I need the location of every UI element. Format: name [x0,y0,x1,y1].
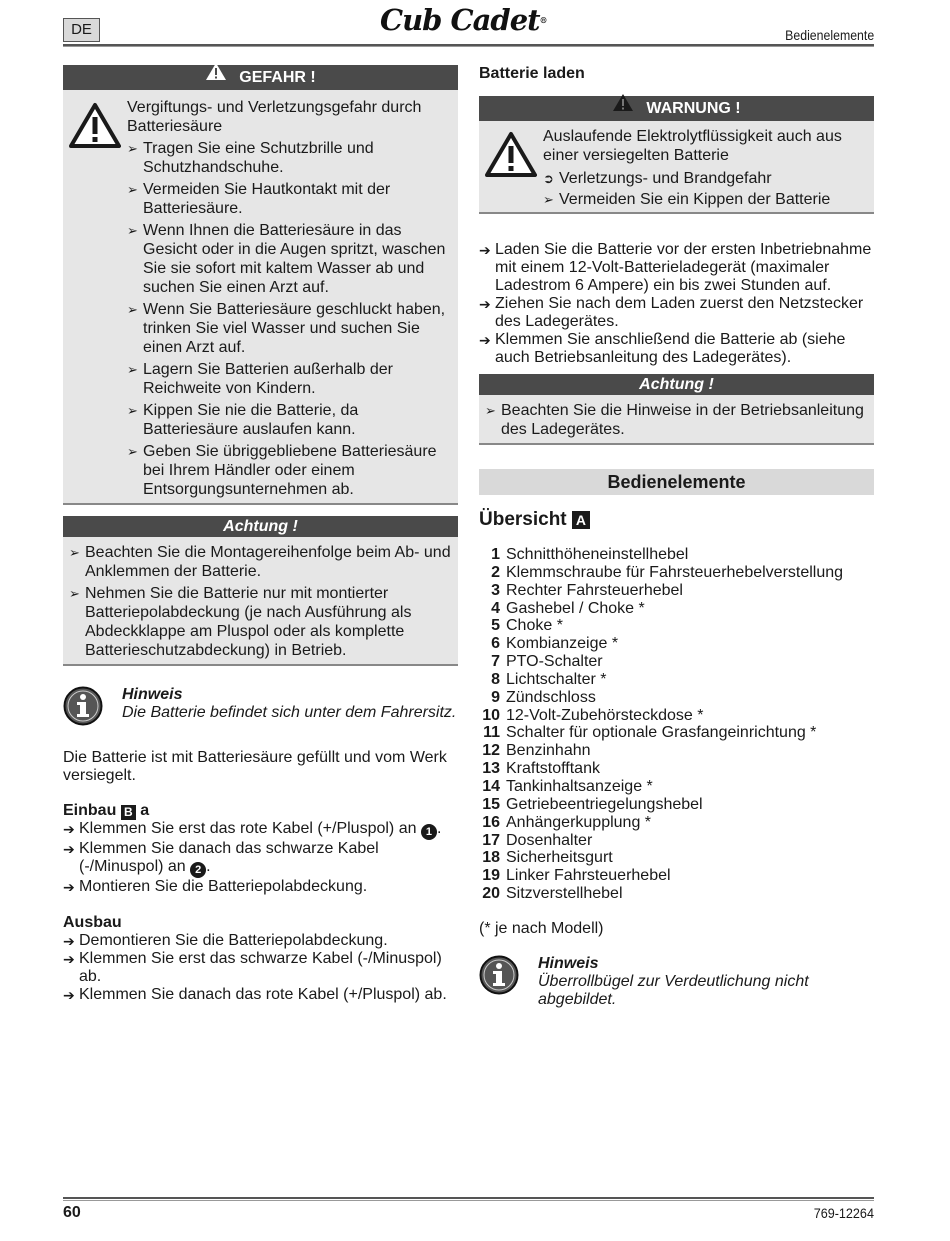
control-number: 17 [482,831,500,849]
control-number: 9 [491,688,500,706]
charge-caution-title: Achtung ! [479,374,874,395]
control-list-item [479,885,874,903]
brand-logo [380,2,560,38]
charge-caution-box [479,374,874,445]
control-list-item [479,814,874,832]
warning-box-header [479,96,874,121]
control-label: Zündschloss [506,688,596,706]
warning-box-body [479,121,874,212]
caution-box-body [63,537,458,664]
info-icon [479,955,519,1000]
step-number-badge: 2 [190,862,206,878]
note-title: Hinweis [122,686,183,703]
control-number: 16 [482,813,500,831]
danger-item: ➢ Kippen Sie nie die Batterie, da Batteriesäure auslaufen kann. [127,402,359,438]
caution-item: ➢ Beachten Sie die Montagereihenfolge beim Ab- und Anklemmen der Batterie. [69,544,451,580]
control-list-item [479,867,874,885]
control-label: Kombianzeige * [506,635,619,653]
control-list-item [479,582,874,600]
control-number: 5 [491,617,500,635]
control-list-item [479,635,874,653]
note-text: Überrollbügel zur Verdeutlichung nicht abgebildet. [538,972,809,1008]
control-list-item [479,671,874,689]
caution-title: Achtung ! [63,516,458,537]
control-label: PTO-Schalter [506,653,603,671]
warning-consequence: ➲ Verletzungs- und Brandgefahr [543,170,772,187]
charge-step: ➔ Laden Sie die Batterie vor der ersten Inbetriebnahme mit einem 12-Volt-Batterieladegerät (maximaler Ladestrom 6 Ampere) ein bis zwei Stunden auf. [479,241,872,294]
control-list-item [479,689,874,707]
removal-heading: Ausbau [63,914,122,931]
control-list-item [479,778,874,796]
control-number: 19 [482,867,500,885]
removal-section [63,914,458,1004]
danger-box [63,65,458,505]
control-list-item [479,832,874,850]
control-list-item [479,600,874,618]
danger-box-header [63,65,458,90]
control-label: Rechter Fahrsteuerhebel [506,581,683,599]
section-title-bar: Bedienelemente [479,469,874,495]
warning-intro: Auslaufende Elektrolytflüssigkeit auch aus einer versiegelten Batterie [543,128,842,164]
control-label: Lichtschalter * [506,670,607,688]
note-title: Hinweis [538,954,599,972]
danger-triangle-icon [69,102,121,153]
control-number: 18 [482,849,500,867]
install-section [63,802,458,896]
controls-list [479,546,874,903]
removal-step: ➔ Klemmen Sie danach das rote Kabel (+/Pluspol) ab. [63,986,447,1003]
right-column [479,65,874,1009]
warning-triangle-icon [205,62,227,89]
charge-step: ➔ Ziehen Sie nach dem Laden zuerst den Netzstecker des Ladegerätes. [479,295,864,330]
removal-step: ➔ Demontieren Sie die Batteriepolabdeckung. [63,932,388,949]
danger-item: ➢ Lagern Sie Batterien außerhalb der Reichweite von Kindern. [127,361,393,397]
control-label: Choke * [506,617,563,635]
header-section-title: Bedienelemente [784,27,874,43]
control-number: 13 [482,760,500,778]
control-label: Sitzverstellhebel [506,885,623,903]
warning-item: ➢ Vermeiden Sie ein Kippen der Batterie [543,191,831,208]
control-number: 12 [482,742,500,760]
charge-heading: Batterie laden [479,65,585,82]
control-list-item [479,653,874,671]
danger-title: GEFAHR ! [239,69,316,86]
control-label: Schalter für optionale Grasfangeinrichtung * [506,724,817,742]
logo-text: Cub Cadet [380,3,540,37]
control-number: 2 [491,563,500,581]
control-label: 12-Volt-Zubehörsteckdose * [506,706,704,724]
control-list-item [479,796,874,814]
control-number: 1 [491,546,500,563]
document-number: 769-12264 [813,1205,874,1221]
figure-badge: A [572,511,590,529]
left-column [63,65,458,1004]
install-step: ➔ Montieren Sie die Batteriepolabdeckung. [63,878,368,895]
note-box [63,686,458,722]
note-text: Die Batterie befindet sich unter dem Fahrersitz. [122,704,457,721]
figure-badge: B [121,805,136,820]
control-label: Schnitthöheneinstellhebel [506,546,689,563]
danger-item: ➢ Geben Sie übriggebliebene Batteriesäure bei Ihrem Händler oder einem Entsorgungsunternehmen ab. [127,443,437,498]
danger-item: ➢ Tragen Sie eine Schutzbrille und Schutzhandschuhe. [127,140,374,176]
warning-box [479,96,874,214]
danger-item: ➢ Wenn Sie Batteriesäure geschluckt haben, trinken Sie viel Wasser und suchen Sie einen Arzt auf. [127,301,446,356]
charge-caution-body [479,395,874,443]
control-list-item [479,707,874,725]
control-label: Gashebel / Choke * [506,599,645,617]
warning-title: WARNUNG ! [646,100,741,117]
caution-box [63,516,458,666]
charge-caution-item: ➢ Beachten Sie die Hinweise in der Betriebsanleitung des Ladegerätes. [485,402,864,438]
removal-step: ➔ Klemmen Sie erst das schwarze Kabel (-/Minuspol) ab. [63,950,442,985]
step-number-badge: 1 [421,824,437,840]
header-divider [63,44,874,47]
control-number: 8 [491,670,500,688]
logo-registered-mark: ® [539,15,547,25]
control-label: Benzinhahn [506,742,591,760]
control-list-item [479,849,874,867]
footer-divider [63,1197,874,1201]
info-icon [63,686,103,731]
control-number: 15 [482,795,500,813]
control-list-item [479,564,874,582]
charge-step: ➔ Klemmen Sie anschließend die Batterie ab (siehe auch Betriebsanleitung des Ladegerätes). [479,331,846,366]
danger-item: ➢ Wenn Ihnen die Batteriesäure in das Gesicht oder in die Augen spritzt, waschen Sie sie sofort mit kaltem Wasser ab und suchen Sie einen Arzt auf. [127,222,446,296]
warning-large-triangle-icon [485,131,537,182]
overview-heading: Übersicht A [479,509,874,531]
control-number: 4 [491,599,500,617]
install-heading: Einbau B a [63,802,150,819]
overview-note-box [479,955,874,1009]
language-badge: DE [63,18,100,42]
control-label: Tankinhaltsanzeige * [506,777,653,795]
control-number: 11 [483,724,500,742]
control-number: 14 [482,777,500,795]
control-number: 20 [482,885,500,903]
control-number: 10 [482,706,500,724]
control-list-item [479,724,874,742]
control-list-item [479,617,874,635]
page-number: 60 [63,1204,81,1221]
control-number: 7 [491,653,500,671]
control-list-item [479,760,874,778]
control-number: 3 [491,581,500,599]
control-number: 6 [491,635,500,653]
control-label: Linker Fahrsteuerhebel [506,867,671,885]
danger-item: ➢ Vermeiden Sie Hautkontakt mit der Batteriesäure. [127,181,391,217]
control-label: Klemmschraube für Fahrsteuerhebelverstellung [506,563,844,581]
caution-item: ➢ Nehmen Sie die Batterie nur mit montierter Batteriepolabdeckung (je nach Ausführung als Abdeckklappe am Pluspol oder als komplette Batterieschutzabdeckung) in Betrieb. [69,585,412,659]
warning-triangle-icon [612,93,634,120]
install-step: ➔ Klemmen Sie danach das schwarze Kabel (-/Minuspol) an 2 . [63,840,379,876]
danger-intro: Vergiftungs- und Verletzungsgefahr durch Batteriesäure [127,99,422,135]
control-label: Kraftstofftank [506,760,600,778]
charge-steps [479,241,874,367]
control-label: Dosenhalter [506,831,593,849]
control-label: Anhängerkupplung * [506,813,652,831]
control-label: Getriebeentriegelungshebel [506,795,703,813]
control-list-item [479,546,874,564]
control-list-item [479,742,874,760]
install-step: ➔ Klemmen Sie erst das rote Kabel (+/Pluspol) an 1 . [63,820,442,838]
footnote: (* je nach Modell) [479,919,604,937]
control-label: Sicherheitsgurt [506,849,613,867]
danger-box-body [63,90,458,503]
battery-paragraph: Die Batterie ist mit Batteriesäure gefüllt und vom Werk versiegelt. [63,749,447,784]
